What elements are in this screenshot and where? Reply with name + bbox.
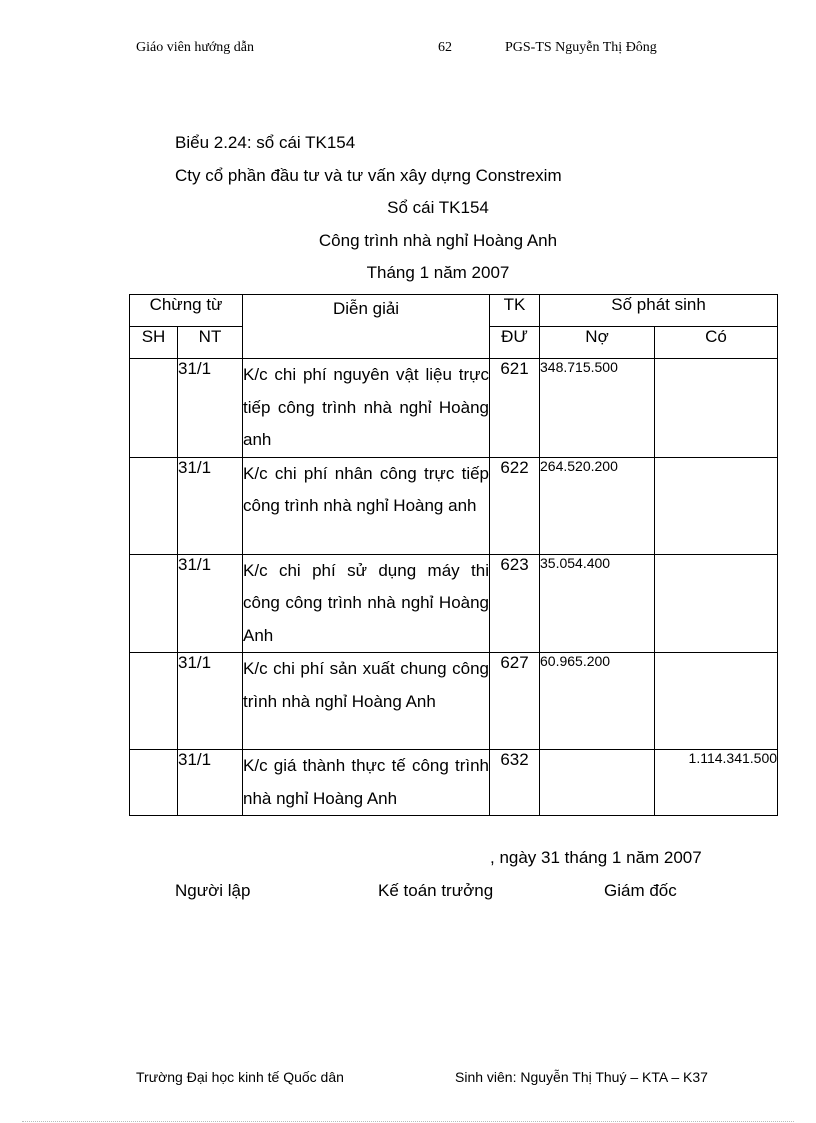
cell-nt: 31/1: [178, 750, 243, 816]
table-row: [130, 457, 778, 554]
company-name: Cty cổ phần đầu tư và tư vấn xây dựng Constrexim: [175, 166, 562, 185]
header-nt: NT: [178, 327, 243, 359]
footer-divider: [22, 1121, 794, 1122]
signature-chief-accountant: Kế toán trưởng: [378, 881, 494, 900]
page-number: 62: [438, 40, 452, 55]
header-credit: Có: [655, 327, 778, 359]
header-debit: Nợ: [540, 327, 655, 359]
cell-debit: 35.054.400: [540, 554, 655, 653]
table-row: [130, 359, 778, 458]
header-advisor-name: PGS-TS Nguyễn Thị Đông: [505, 40, 657, 55]
header-advisor-label: Giáo viên hướng dẫn: [136, 40, 255, 55]
cell-debit: [540, 750, 655, 816]
cell-debit: 60.965.200: [540, 653, 655, 750]
project-name: Công trình nhà nghỉ Hoàng Anh: [318, 231, 558, 250]
header-account-top: TK: [490, 295, 540, 327]
cell-nt: 31/1: [178, 653, 243, 750]
cell-description: K/c chi phí sản xuất chung công trình nhà nghỉ Hoàng Anh: [243, 653, 490, 750]
signature-director: Giám đốc: [604, 881, 677, 900]
signature-preparer: Người lập: [175, 881, 251, 900]
cell-debit: 264.520.200: [540, 457, 655, 554]
page-header: [0, 40, 816, 60]
cell-sh: [130, 359, 178, 458]
header-row-1: [130, 295, 778, 327]
cell-description: K/c chi phí nhân công trực tiếp công trình nhà nghỉ Hoàng anh: [243, 457, 490, 554]
ledger-table: [129, 294, 778, 816]
table-row: [130, 554, 778, 653]
date-line: , ngày 31 tháng 1 năm 2007: [490, 848, 702, 867]
cell-credit: [655, 653, 778, 750]
footer-student: Sinh viên: Nguyễn Thị Thuý – KTA – K37: [455, 1069, 708, 1085]
footer-university: Trường Đại học kinh tế Quốc dân: [136, 1069, 344, 1085]
table-row: [130, 653, 778, 750]
header-sh: SH: [130, 327, 178, 359]
cell-sh: [130, 554, 178, 653]
ledger-title: Sổ cái TK154: [387, 198, 489, 217]
cell-description: K/c chi phí nguyên vật liệu trực tiếp công trình nhà nghỉ Hoàng anh: [243, 359, 490, 458]
cell-account: 623: [490, 554, 540, 653]
header-account-bottom: ĐƯ: [490, 327, 540, 359]
header-amount: Số phát sinh: [540, 295, 778, 327]
cell-nt: 31/1: [178, 359, 243, 458]
header-description: Diễn giải: [243, 295, 490, 359]
cell-sh: [130, 653, 178, 750]
cell-credit: [655, 359, 778, 458]
cell-account: 621: [490, 359, 540, 458]
cell-account: 627: [490, 653, 540, 750]
cell-description: K/c giá thành thực tế công trình nhà nghỉ Hoàng Anh: [243, 750, 490, 816]
table-caption: Biểu 2.24: sổ cái TK154: [175, 133, 356, 152]
cell-credit: [655, 554, 778, 653]
cell-sh: [130, 750, 178, 816]
table-row: [130, 750, 778, 816]
period: Tháng 1 năm 2007: [366, 263, 510, 282]
header-voucher: Chừng từ: [130, 295, 243, 327]
cell-sh: [130, 457, 178, 554]
cell-account: 632: [490, 750, 540, 816]
cell-account: 622: [490, 457, 540, 554]
cell-credit: 1.114.341.500: [655, 750, 778, 816]
cell-description: K/c chi phí sử dụng máy thi công công trình nhà nghỉ Hoàng Anh: [243, 554, 490, 653]
cell-debit: 348.715.500: [540, 359, 655, 458]
cell-nt: 31/1: [178, 457, 243, 554]
cell-credit: [655, 457, 778, 554]
cell-nt: 31/1: [178, 554, 243, 653]
